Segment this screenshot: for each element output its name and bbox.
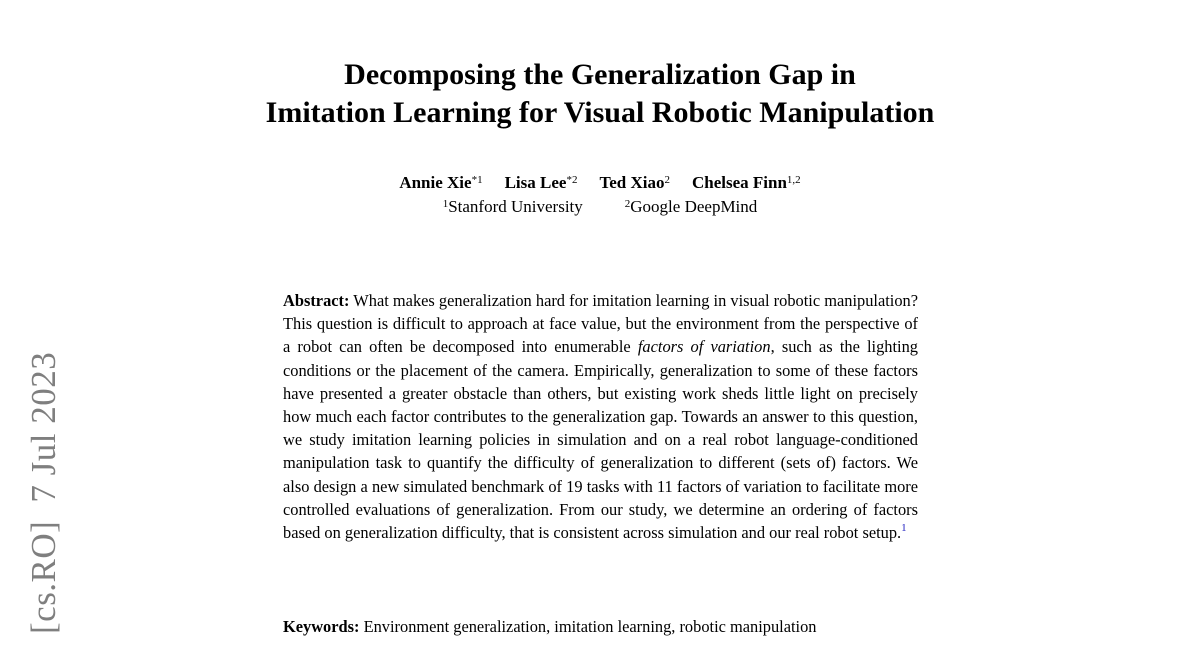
- affiliation-mark: 2: [624, 198, 631, 210]
- author-marks: *2: [566, 174, 578, 186]
- author-name: Ted Xiao: [599, 173, 665, 192]
- footnote-mark: 1: [901, 522, 907, 535]
- title-line-1: Decomposing the Generalization Gap in: [344, 58, 856, 91]
- keywords-label: Keywords:: [283, 617, 360, 636]
- keywords: [283, 615, 918, 638]
- abstract-text-cont: , such as the lighting conditions or the placement of the camera. Empirically, generalization to some of these factors have presented a greater obstacle than others, but existing work sheds little light on precisely how much each factor contributes to the generalization gap. Towards an answer to this question, we study imitation learning policies in simulation and on a real robot language-conditioned manipulation task to quantify the difficulty of generalization to different (sets of) factors. We also design a new simulated benchmark of 19 tasks with 11 factors of variation to facilitate more controlled evaluations of generalization. From our study, we determine an ordering of factors based on generalization difficulty, that is consistent across simulation and our real robot setup.: [283, 337, 918, 543]
- affiliation-name: Google DeepMind: [630, 197, 758, 216]
- arxiv-stamp: [26, 352, 61, 634]
- arxiv-date: 7 Jul 2023: [24, 351, 63, 503]
- paper-title: [0, 56, 1200, 132]
- affiliation-name: Stanford University: [448, 197, 583, 216]
- author-name: Chelsea Finn: [691, 173, 787, 192]
- arxiv-category: [cs.RO]: [24, 520, 63, 634]
- abstract-label: Abstract:: [283, 291, 350, 310]
- footnote-link[interactable]: [901, 523, 907, 542]
- keywords-text: Environment generalization, imitation learning, robotic manipulation: [363, 617, 817, 636]
- affiliation-list: [0, 196, 1200, 218]
- abstract-text: What makes generalization hard for imitation learning in visual robotic manipulation? This question is difficult to approach at face value, but the environment from the perspective of a robot can often be decomposed into enumerable: [283, 291, 918, 357]
- author-name: Annie Xie: [399, 173, 472, 192]
- author-marks: *1: [471, 174, 483, 186]
- abstract: [283, 289, 918, 544]
- abstract-italic-term: factors of variation: [637, 337, 771, 357]
- author-list: [0, 172, 1200, 194]
- author-marks: 2: [664, 174, 670, 186]
- author-marks: 1,2: [786, 174, 801, 186]
- title-line-2: Imitation Learning for Visual Robotic Manipulation: [265, 96, 935, 129]
- author-name: Lisa Lee: [504, 173, 567, 192]
- affiliation-mark: 1: [442, 198, 449, 210]
